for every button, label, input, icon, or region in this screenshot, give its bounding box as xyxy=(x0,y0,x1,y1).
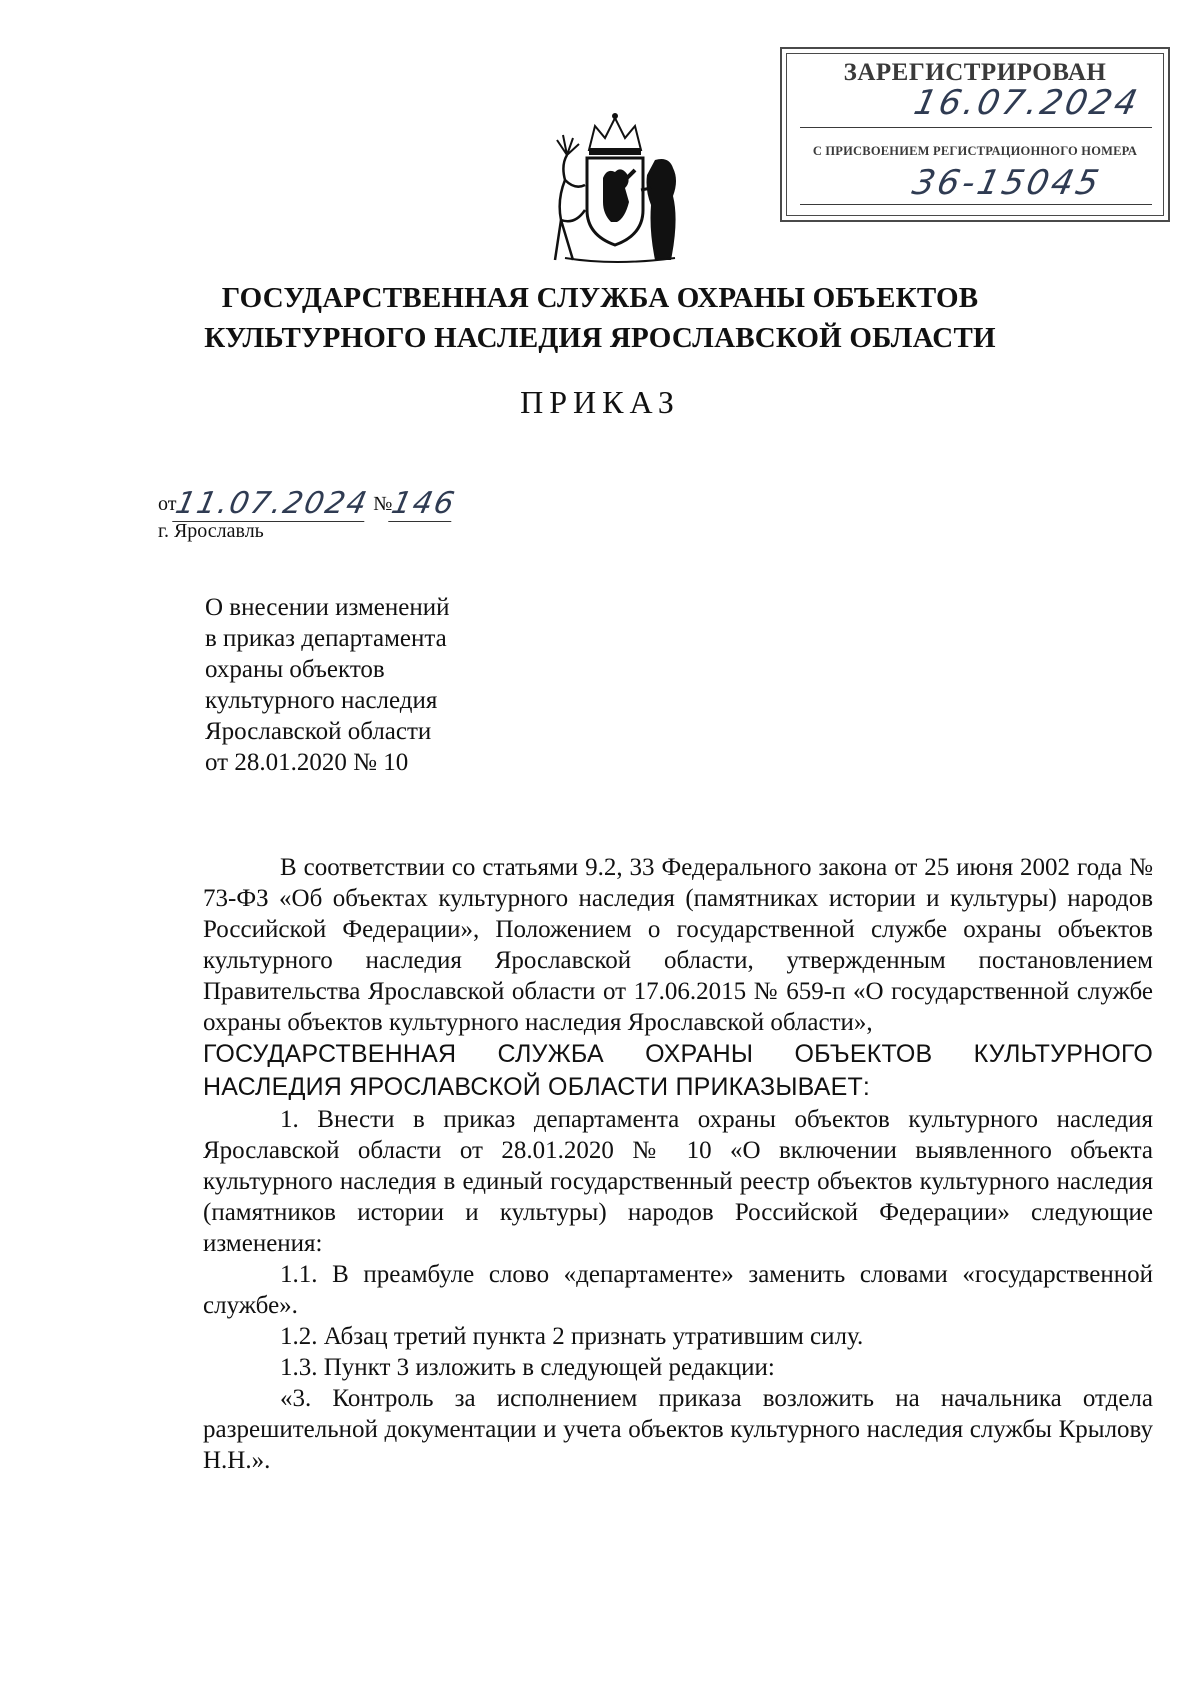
order-number: 146 xyxy=(388,486,460,521)
registration-stamp xyxy=(780,47,1170,222)
item-1-1-paragraph: 1.1. В преамбуле слово «департаменте» заменить словами «государственной службе». xyxy=(203,1261,1153,1319)
subject-line: культурного наследия xyxy=(205,687,438,714)
order-city: г. Ярославль xyxy=(158,520,264,542)
stamp-number-underline xyxy=(800,204,1152,205)
coat-of-arms-emblem xyxy=(545,110,685,265)
subject-line: охраны объектов xyxy=(205,656,385,683)
organization-title-line2: КУЛЬТУРНОГО НАСЛЕДИЯ ЯРОСЛАВСКОЙ ОБЛАСТИ xyxy=(204,322,996,354)
stamp-title: ЗАРЕГИСТРИРОВАН xyxy=(843,59,1107,86)
order-from-label: от xyxy=(158,493,177,515)
directive-paragraph: ГОСУДАРСТВЕННАЯ СЛУЖБА ОХРАНЫ ОБЪЕКТОВ КУЛЬТУРНОГО НАСЛЕДИЯ ЯРОСЛАВСКОЙ ОБЛАСТИ ПРИКАЗЫВАЕТ: xyxy=(203,1040,1153,1101)
order-subject xyxy=(205,592,525,778)
item-1-3-paragraph: 1.3. Пункт 3 изложить в следующей редакции: xyxy=(280,1354,775,1381)
item-1-paragraph: 1. Внести в приказ департамента охраны объектов культурного наследия Ярославской области от 28.01.2020 № 10 «О включении выявленного объекта культурного наследия в единый государственный реестр объектов культурного наследия (памятников истории и культуры) народов Российской Федерации» следующие изменения: xyxy=(203,1106,1153,1257)
item-1-2-paragraph: 1.2. Абзац третий пункта 2 признать утратившим силу. xyxy=(280,1323,864,1350)
subject-line: от 28.01.2020 № 10 xyxy=(205,749,409,776)
order-number-label: № xyxy=(373,493,393,515)
quoted-item-paragraph: «3. Контроль за исполнением приказа возложить на начальника отдела разрешительной документации и учета объектов культурного наследия службы Крылову Н.Н.». xyxy=(203,1385,1153,1474)
stamp-date-underline xyxy=(800,127,1152,128)
stamp-registration-date: 16.07.2024 xyxy=(910,83,1144,123)
preamble-paragraph: В соответствии со статьями 9.2, 33 Федерального закона от 25 июня 2002 года № 73-ФЗ «Об объектах культурного наследия (памятниках истории и культуры) народов Российской Федерации», Положением о государственной службе охраны объектов культурного наследия Ярославской области, утвержденным постановлением Правительства Ярославской области от 17.06.2015 № 659-п «О государственной службе охраны объектов культурного наследия Ярославской области», xyxy=(203,854,1153,1036)
document-type-heading: ПРИКАЗ xyxy=(520,384,680,420)
subject-line: О внесении изменений xyxy=(205,594,450,621)
stamp-registration-number: 36-15045 xyxy=(908,163,1106,203)
subject-line: Ярославской области xyxy=(205,718,432,745)
organization-title-line1: ГОСУДАРСТВЕННАЯ СЛУЖБА ОХРАНЫ ОБЪЕКТОВ xyxy=(221,282,979,314)
organization-title xyxy=(120,278,1080,358)
order-date-number-line xyxy=(158,486,460,522)
order-body xyxy=(203,852,1153,1476)
subject-line: в приказ департамента xyxy=(205,625,447,652)
order-date: 11.07.2024 xyxy=(172,486,373,521)
stamp-subtitle: С ПРИСВОЕНИЕМ РЕГИСТРАЦИОННОГО НОМЕРА xyxy=(812,144,1138,158)
